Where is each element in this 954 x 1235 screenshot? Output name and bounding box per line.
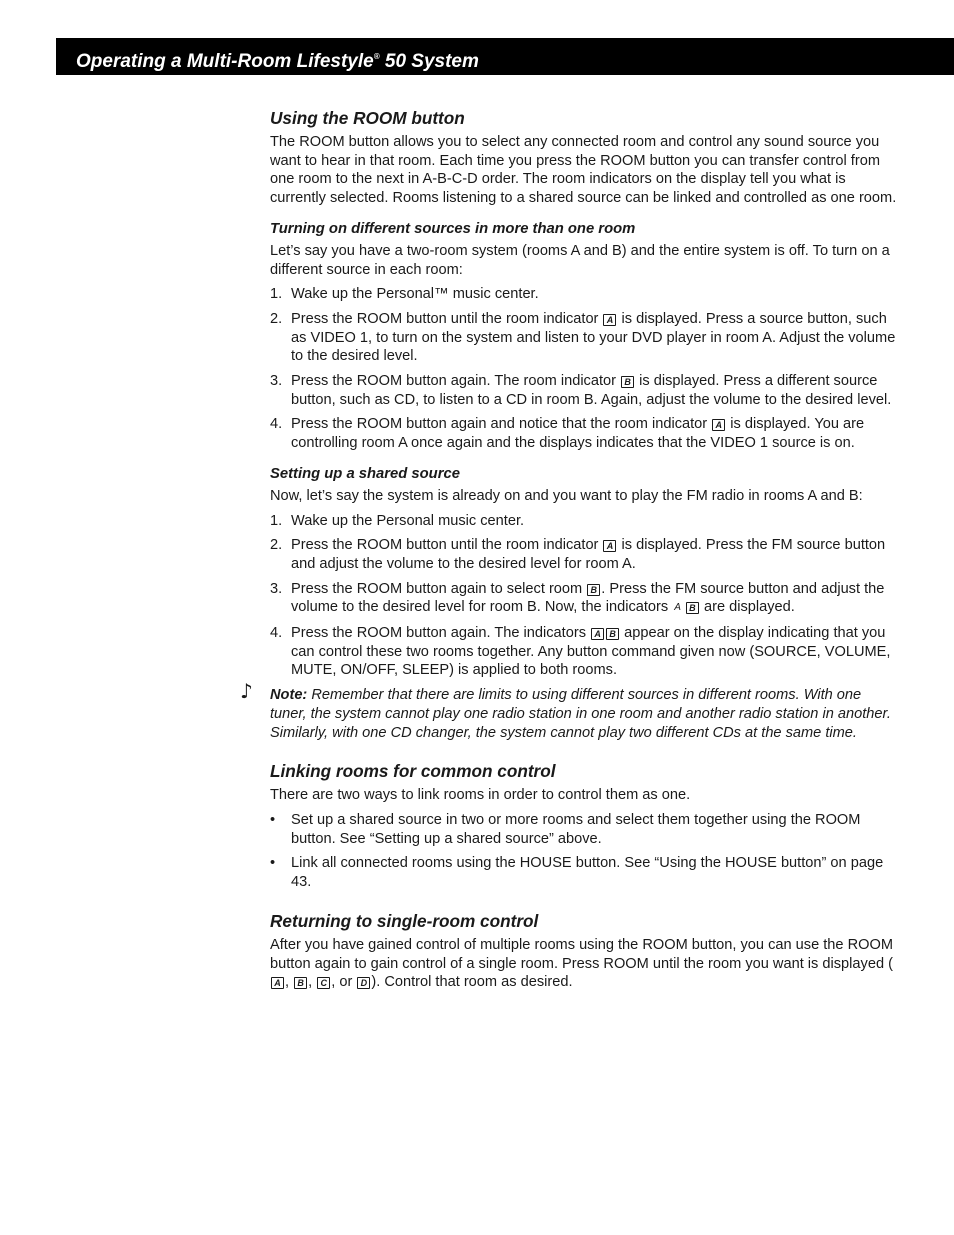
subsection-heading-shared-source: Setting up a shared source — [270, 465, 460, 482]
subsection-intro: Now, let’s say the system is already on and you want to play the FM radio in rooms A and B: — [270, 487, 863, 504]
step-text: Press the ROOM button until the room indicator — [291, 310, 599, 327]
room-indicator-icon: A — [603, 540, 616, 552]
list-item — [270, 536, 900, 573]
body-text: After you have gained control of multiple rooms using the ROOM button, you can use the ROOM button again to gain control of a single room. Press ROOM until the room you want is displayed ( — [270, 936, 893, 972]
list-item — [270, 512, 900, 531]
bullet-text: Set up a shared source in two or more rooms and select them together using the ROOM button. See “Setting up a shared source” above. — [291, 811, 861, 847]
room-indicator-icon: A — [603, 314, 616, 326]
section-heading-linking-rooms: Linking rooms for common control — [270, 761, 556, 782]
step-number: 1. — [270, 512, 283, 529]
list-item — [270, 580, 900, 618]
step-text: . Press the FM source button and adjust the volume to the desired level for room B. Now, the indicators — [291, 580, 885, 616]
subsection-heading-different-sources: Turning on different sources in more than one room — [270, 220, 636, 237]
step-number: 1. — [270, 286, 283, 303]
room-indicator-icon: B — [294, 977, 307, 989]
step-text: Press the ROOM button again. The indicators — [291, 625, 586, 642]
section-heading-single-room: Returning to single-room control — [270, 910, 539, 931]
step-text: Press the ROOM button again. The room indicator — [291, 373, 617, 390]
step-number: 4. — [270, 416, 283, 433]
separator-text: , or — [331, 974, 357, 991]
list-item — [270, 415, 900, 452]
bullet-list-linking — [270, 811, 900, 892]
registered-mark: ® — [373, 52, 380, 61]
room-indicator-icon: A — [591, 628, 604, 640]
steps-list-shared-source — [270, 512, 900, 681]
body-text: ). Control that room as desired. — [371, 974, 573, 991]
section-body — [270, 936, 900, 992]
room-indicator-icon: B — [621, 376, 634, 388]
room-indicator-icon: B — [606, 628, 619, 640]
step-text: is displayed. Press a different source button, such as CD, to listen to a CD in room B. Again, adjust the volume to the desired level. — [291, 373, 892, 408]
section-heading-room-button: Using the ROOM button — [270, 108, 465, 128]
header-title: Operating a Multi-Room Lifestyle — [76, 51, 374, 72]
list-item — [270, 854, 900, 891]
room-indicator-icon: A — [712, 419, 725, 431]
step-number: 3. — [270, 580, 283, 597]
music-note-icon: ♪ — [240, 679, 253, 704]
list-item — [270, 624, 900, 680]
separator-text: , — [308, 974, 317, 991]
step-text: Wake up the Personal™ music center. — [291, 286, 539, 303]
step-text: Press the ROOM button until the room indicator — [291, 537, 599, 554]
room-indicator-icon: A — [271, 977, 284, 989]
step-text: appear on the display indicating that you can control these two rooms together. Any button command given now (SOURCE, VOLUME, MUTE, ON/OFF, SLEEP) is applied to both rooms. — [291, 625, 891, 679]
bullet-icon: • — [270, 811, 276, 828]
step-text: Wake up the Personal music center. — [291, 512, 525, 529]
step-text: is displayed. Press a source button, such as VIDEO 1, to turn on the system and listen to your DVD player in room A. Adjust the volume to the desired level. — [291, 310, 896, 365]
step-text: Press the ROOM button again to select room — [291, 580, 583, 597]
subsection-intro: Let’s say you have a two-room system (rooms A and B) and the entire system is off. To turn on a different source in each room: — [270, 242, 890, 278]
steps-list-different-sources — [270, 285, 900, 453]
list-item — [270, 285, 900, 304]
step-text: is displayed. You are controlling room A once again and the displays indicates that the VIDEO 1 source is on. — [291, 416, 865, 452]
section-intro: There are two ways to link rooms in order to control them as one. — [270, 787, 691, 804]
room-indicator-icon: C — [317, 977, 330, 989]
step-number: 3. — [270, 373, 283, 390]
room-indicator-icon: B — [587, 584, 600, 596]
bullet-text: Link all connected rooms using the HOUSE button. See “Using the HOUSE button” on page 43. — [291, 855, 884, 891]
step-text: is displayed. Press the FM source button and adjust the volume to the desired level for room A. — [291, 537, 886, 572]
step-number: 2. — [270, 537, 283, 554]
list-item — [270, 372, 900, 409]
step-number: 2. — [270, 310, 283, 327]
bullet-icon: • — [270, 855, 276, 872]
note — [240, 679, 900, 742]
list-item — [270, 811, 900, 848]
section-intro: The ROOM button allows you to select any connected room and control any sound source you want to hear in that room. Each time you press the ROOM button you can transfer control from one room to the next in A-B-C-D order. The room indicators on the display tell you what is currently selected. Rooms listening to a shared source can be linked and controlled as one room. — [270, 134, 897, 207]
step-text: Press the ROOM button again and notice that the room indicator — [291, 416, 708, 433]
room-indicator-plain-icon: A — [674, 602, 681, 614]
list-item — [270, 310, 900, 366]
note-label: Note: — [270, 687, 308, 704]
note-text: Remember that there are limits to using different sources in different rooms. With one tuner, the system cannot play one radio station in one room and another radio station in another. Similarly, with one CD changer, the system cannot play two different CDs at the same time. — [270, 687, 891, 741]
separator-text: , — [285, 974, 294, 991]
step-text: are displayed. — [703, 599, 795, 616]
page-header — [56, 38, 954, 75]
step-number: 4. — [270, 625, 283, 642]
room-indicator-icon: D — [357, 977, 370, 989]
room-indicator-icon: B — [686, 602, 699, 614]
header-title-suffix: 50 System — [379, 51, 479, 72]
main-content — [240, 107, 900, 998]
